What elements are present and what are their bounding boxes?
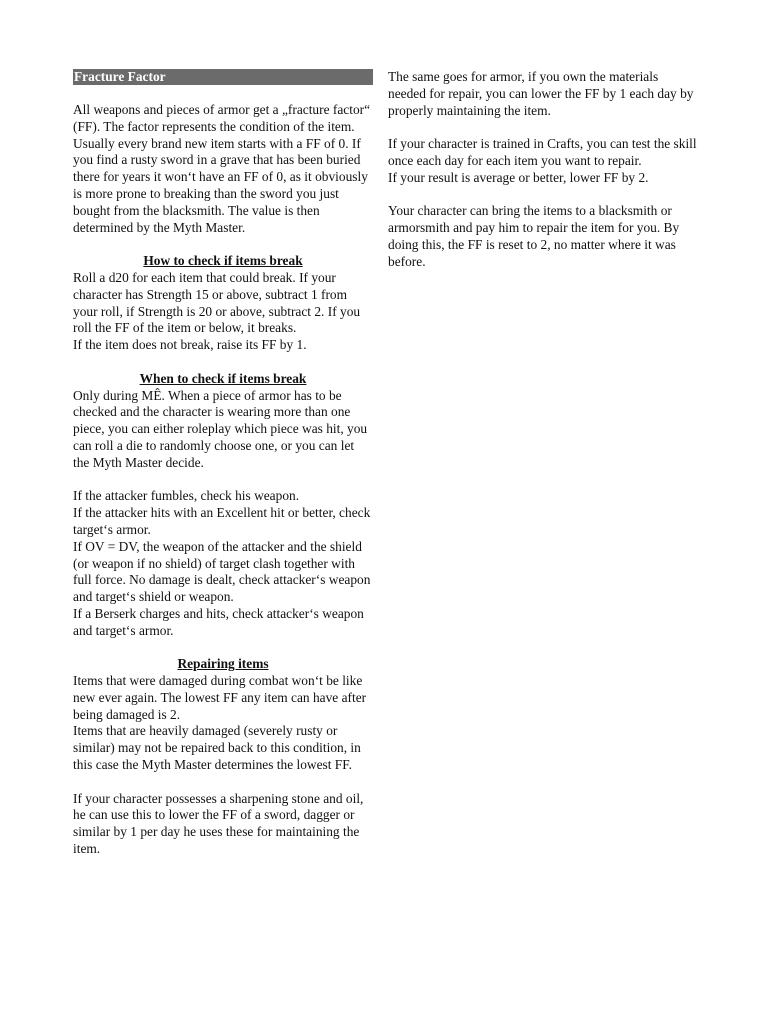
left-column — [73, 69, 373, 858]
spacer — [73, 640, 373, 657]
spacer — [73, 236, 373, 253]
repair-heading: Repairing items — [177, 656, 269, 672]
section-title: Fracture Factor — [73, 69, 373, 85]
spacer — [73, 774, 373, 791]
repair-paragraph-2: Items that are heavily damaged (severely rusty or similar) may not be repaired back to this condition, in this case the Myth Master determines the lowest FF. — [73, 723, 361, 773]
intro-paragraph: All weapons and pieces of armor get a „fracture factor“ (FF). The factor represents the condition of the item. Usually every brand new item starts with a FF of 0. If you find a rusty sword in a grave that has been buried there for years it won‘t have an FF of 0, as it obviously is more prone to breaking than the sword you just bought from the blacksmith. The value is then determined by the Myth Master. — [73, 102, 371, 235]
right-paragraph-1: The same goes for armor, if you own the materials needed for repair, you can lower the FF by 1 each day by properly maintaining the item. — [388, 69, 694, 118]
check-paragraph-1: Roll a d20 for each item that could break. If your character has Strength 15 or above, subtract 1 from your roll, if Strength is 20 or above, subtract 2. If you roll the FF of the item or below, it breaks. — [73, 269, 361, 336]
right-paragraph-3: If your result is average or better, lower FF by 2. — [388, 169, 649, 185]
when-paragraph-3: If the attacker hits with an Excellent hit or better, check target‘s armor. — [73, 505, 371, 537]
check-heading: How to check if items break — [143, 253, 303, 269]
spacer — [73, 472, 373, 489]
when-paragraph-2: If the attacker fumbles, check his weapon. — [73, 488, 300, 504]
spacer — [388, 187, 698, 204]
right-paragraph-2: If your character is trained in Crafts, you can test the skill once each day for each item you want to repair. — [388, 136, 697, 168]
right-paragraph-4: Your character can bring the items to a blacksmith or armorsmith and pay him to repair the item for you. By doing this, the FF is reset to 2, no matter where it was before. — [388, 203, 680, 269]
spacer — [388, 119, 698, 136]
check-paragraph-2: If the item does not break, raise its FF by 1. — [73, 337, 307, 353]
when-heading: When to check if items break — [139, 370, 307, 386]
when-paragraph-5: If a Berserk charges and hits, check attacker‘s weapon and target‘s armor. — [73, 605, 364, 638]
repair-paragraph-1: Items that were damaged during combat won‘t be like new ever again. The lowest FF any item can have after being damaged is 2. — [73, 673, 367, 722]
repair-paragraph-3: If your character possesses a sharpening stone and oil, he can use this to lower the FF of a sword, dagger or similar by 1 per day he uses these for maintaining the item. — [73, 790, 364, 857]
right-column — [388, 69, 698, 271]
when-paragraph-1: Only during MÊ. When a piece of armor has to be checked and the character is wearing more than one piece, you can either roleplay which piece was hit, you can roll a die to randomly choose one, or you can let the Myth Master decide. — [73, 387, 368, 470]
spacer — [73, 354, 373, 371]
when-paragraph-4: If OV = DV, the weapon of the attacker and the shield (or weapon if no shield) of target clash together with full force. No damage is dealt, check attacker‘s weapon and target‘s shield or weapon. — [73, 538, 371, 605]
